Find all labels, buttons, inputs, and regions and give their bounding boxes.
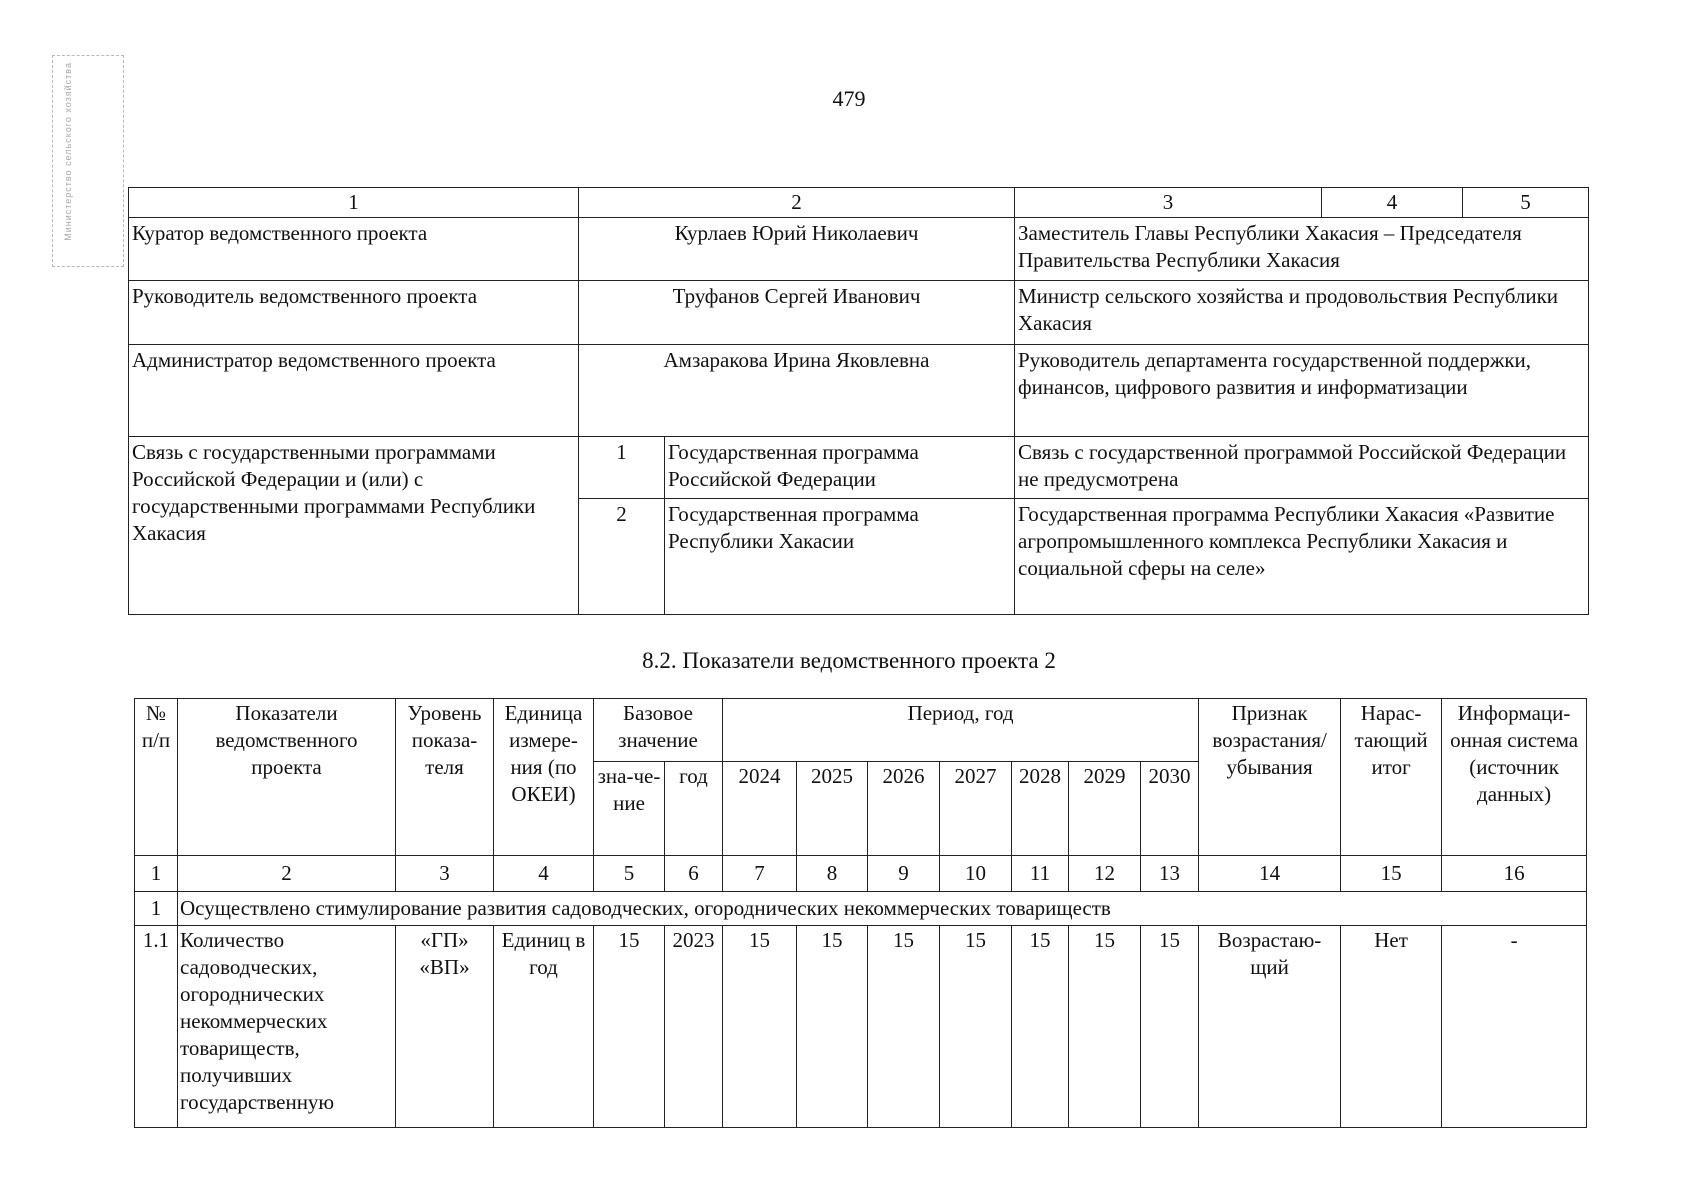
column-number-row (135, 856, 1587, 892)
column-number: 7 (723, 856, 797, 892)
info-system-value: - (1442, 926, 1587, 1128)
page-number: 479 (832, 86, 866, 111)
program-link-name: Государственная программа Российской Федерации (665, 437, 1015, 499)
base-value: 15 (594, 926, 665, 1128)
column-number: 14 (1199, 856, 1341, 892)
program-links-label: Связь с государственными программами Российской Федерации и (или) с государственными программами Республики Хакасия (129, 437, 579, 615)
header-base-year: год (665, 762, 723, 856)
head-name: Труфанов Сергей Иванович (579, 281, 1015, 345)
header-indicator: Показатели ведомственного проекта (178, 699, 396, 856)
indicators-header-row (135, 699, 1587, 762)
section-title: 8.2. Показатели ведомственного проекта 2 (642, 648, 1056, 673)
header-year: 2030 (1141, 762, 1199, 856)
header-year: 2027 (940, 762, 1012, 856)
cumulative-value: Нет (1341, 926, 1442, 1128)
column-number: 8 (797, 856, 868, 892)
program-link-number: 1 (579, 437, 665, 499)
admin-row (129, 345, 1589, 437)
admin-position: Руководитель департамента государственной поддержки, финансов, цифрового развития и информатизации (1015, 345, 1589, 437)
column-number-3: 3 (1015, 188, 1322, 218)
column-number: 11 (1012, 856, 1069, 892)
year-value: 15 (1141, 926, 1199, 1128)
header-year: 2029 (1069, 762, 1141, 856)
column-number-4: 4 (1322, 188, 1463, 218)
group-number: 1 (135, 892, 178, 926)
table-row (135, 926, 1587, 1128)
header-year: 2026 (868, 762, 940, 856)
header-trend: Признак возрастания/ убывания (1199, 699, 1341, 856)
header-level: Уровень показа-теля (396, 699, 494, 856)
curator-row (129, 218, 1589, 281)
curator-position: Заместитель Главы Республики Хакасия – Председателя Правительства Республики Хакасия (1015, 218, 1589, 281)
curator-name: Курлаев Юрий Николаевич (579, 218, 1015, 281)
stamp-text: Министерство сельского хозяйства (63, 62, 73, 241)
header-unit: Единица измере-ния (по ОКЕИ) (494, 699, 594, 856)
header-cumulative: Нарас-тающий итог (1341, 699, 1442, 856)
group-row (135, 892, 1587, 926)
head-label: Руководитель ведомственного проекта (129, 281, 579, 345)
indicator-name: Количество садоводческих, огороднических некоммерческих товариществ, получивших государственную (178, 926, 396, 1128)
header-year: 2024 (723, 762, 797, 856)
admin-label: Администратор ведомственного проекта (129, 345, 579, 437)
group-title: Осуществлено стимулирование развития садоводческих, огороднических некоммерческих товариществ (178, 892, 1587, 926)
program-link-number: 2 (579, 499, 665, 615)
year-value: 15 (723, 926, 797, 1128)
column-number: 13 (1141, 856, 1199, 892)
indicator-number: 1.1 (135, 926, 178, 1128)
head-position: Министр сельского хозяйства и продовольствия Республики Хакасия (1015, 281, 1589, 345)
head-row (129, 281, 1589, 345)
column-number: 2 (178, 856, 396, 892)
header-base-value: зна-че-ние (594, 762, 665, 856)
column-number: 15 (1341, 856, 1442, 892)
year-value: 15 (797, 926, 868, 1128)
column-number-1: 1 (129, 188, 579, 218)
column-number: 10 (940, 856, 1012, 892)
year-value: 15 (1069, 926, 1141, 1128)
column-number: 6 (665, 856, 723, 892)
column-number-row (129, 188, 1589, 218)
column-number-2: 2 (579, 188, 1015, 218)
year-value: 15 (1012, 926, 1069, 1128)
indicator-unit: Единиц в год (494, 926, 594, 1128)
column-number: 5 (594, 856, 665, 892)
header-base: Базовое значение (594, 699, 723, 762)
admin-name: Амзаракова Ирина Яковлевна (579, 345, 1015, 437)
column-number: 3 (396, 856, 494, 892)
program-link-name: Государственная программа Республики Хакасии (665, 499, 1015, 615)
column-number: 12 (1069, 856, 1141, 892)
year-value: 15 (868, 926, 940, 1128)
header-period: Период, год (723, 699, 1199, 762)
program-link-description: Государственная программа Республики Хакасия «Развитие агропромышленного комплекса Республики Хакасия и социальной сферы на селе» (1015, 499, 1589, 615)
header-info-system: Информаци-онная система (источник данных) (1442, 699, 1587, 856)
program-link-row (129, 437, 1589, 499)
column-number: 9 (868, 856, 940, 892)
header-number: № п/п (135, 699, 178, 856)
indicators-table (134, 698, 1587, 1128)
year-value: 15 (940, 926, 1012, 1128)
header-year: 2025 (797, 762, 868, 856)
indicator-level: «ГП» «ВП» (396, 926, 494, 1128)
curator-label: Куратор ведомственного проекта (129, 218, 579, 281)
program-link-description: Связь с государственной программой Российской Федерации не предусмотрена (1015, 437, 1589, 499)
project-info-table (128, 187, 1589, 615)
column-number-5: 5 (1463, 188, 1589, 218)
column-number: 16 (1442, 856, 1587, 892)
header-year: 2028 (1012, 762, 1069, 856)
column-number: 1 (135, 856, 178, 892)
base-year: 2023 (665, 926, 723, 1128)
trend-value: Возрастаю-щий (1199, 926, 1341, 1128)
column-number: 4 (494, 856, 594, 892)
